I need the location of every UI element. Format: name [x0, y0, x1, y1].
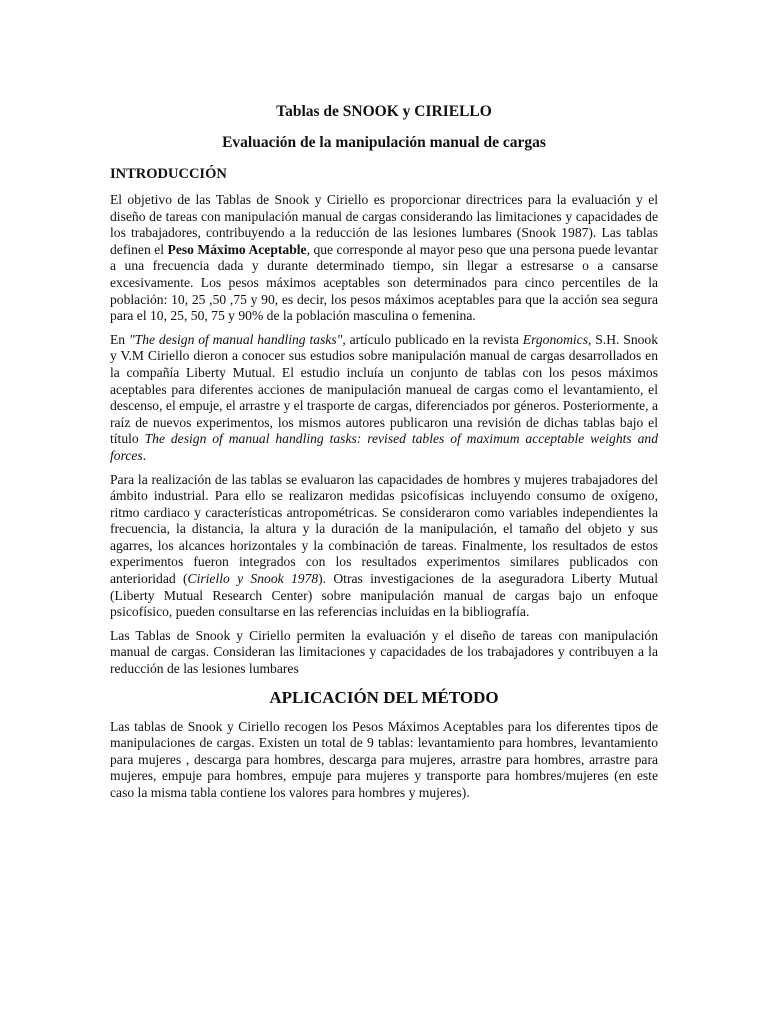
paragraph-resumen: Las Tablas de Snook y Ciriello permiten la evaluación y el diseño de tareas con manipulación manual de cargas. Consideran las limitaciones y capacidades de los trabajadores y contribuyen a la reducción de las lesiones lumbares — [110, 627, 658, 677]
italic-citation: Ciriello y Snook 1978 — [187, 571, 319, 587]
text-span: . — [142, 447, 147, 463]
bold-term-peso-maximo: Peso Máximo Aceptable — [167, 241, 307, 257]
paragraph-aplicacion: Las tablas de Snook y Ciriello recogen los Pesos Máximos Aceptables para los diferentes tipos de manipulaciones de cargas. Existen un total de 9 tablas: levantamiento para hombres, levantamiento para mujeres , descarga para hombres, descarga para mujeres, arrastre para hombres, arrastre para mujeres, empuje para hombres, empuje para mujeres y transporte para hombres/mujeres (en este caso la misma tabla contiene los valores para hombres y mujeres). — [110, 718, 658, 800]
text-span: El objetivo de las Tablas de Snook y Ciriello es proporcionar directrices para la evaluación y el diseño de tareas con manipulación manual de cargas considerando las limitaciones y capacidades de los trabajadores, contribuyendo a la reducción de las lesiones lumbares (Snook 1987). Las tablas definen el — [110, 192, 658, 257]
document-title: Tablas de SNOOK y CIRIELLO — [276, 103, 492, 120]
section-heading-aplicacion: APLICACIÓN DEL MÉTODO — [269, 687, 499, 707]
italic-revised-title: The design of manual handling tasks: revised tables of maximum acceptable weights and forces — [110, 431, 658, 463]
text-span: , artículo publicado en la revista — [342, 331, 523, 347]
italic-article-title: "The design of manual handling tasks" — [128, 331, 343, 347]
text-span: , S.H. Snook y V.M Ciriello dieron a conocer sus estudios sobre manipulación manual de cargas desarrollados en la compañía Liberty Mutual. El estudio incluía un conjunto de tablas con los pesos máximos aceptables para diferentes acciones de manipulación manueal de cargas como el levantamiento, el descenso, el empuje, el arrastre y el trasporte de cargas, diferenciados por géneros. Posteriormente, a raíz de nuevos experimentos, los mismos autores publicaron una revisión de dichas tablas bajo el título — [110, 331, 659, 447]
document-subtitle: Evaluación de la manipulación manual de cargas — [222, 134, 546, 151]
italic-journal-name: Ergonomics — [522, 331, 588, 347]
text-span: ). Otras investigaciones de la aseguradora Liberty Mutual (Liberty Mutual Research Center) sobre manipulación manual de cargas bajo un enfoque psicofísico, pueden consultarse en las referencias incluidas en la bibliografía. — [110, 571, 658, 620]
text-span: Para la realización de las tablas se evaluaron las capacidades de hombres y mujeres trabajadores del ámbito industrial. Para ello se realizaron medidas psicofísicas incluyendo consumo de oxígeno, ritmo cardiaco y características antropométricas. Se consideraron como variables independientes la frecuencia, la distancia, la altura y la duración de la manipulación, el tamaño del objeto y sus agarres, los alcances horizontales y la combinación de tareas. Finalmente, los resultados de estos experimentos fueron integrados con los resultados experimentos similares publicados con anterioridad ( — [110, 471, 658, 587]
text-span: , que corresponde al mayor peso que una persona puede levantar a una frecuencia dada y durante determinado tiempo, sin llegar a estresarse o a cansarse excesivamente. Los pesos máximos aceptables son determinados para cinco percentiles de la población: 10, 25 ,50 ,75 y 90, es decir, los pesos máximos aceptables para que la acción sea segura para el 10, 25, 50, 75 y 90% de la población masculina o femenina. — [110, 241, 658, 324]
document-body — [110, 102, 658, 802]
paragraph-realizacion — [110, 472, 658, 621]
section-heading-introduccion: INTRODUCCIÓN — [110, 166, 227, 182]
paragraph-objetivo — [110, 192, 658, 325]
text-span: En — [110, 331, 129, 347]
paragraph-historia — [110, 332, 658, 465]
